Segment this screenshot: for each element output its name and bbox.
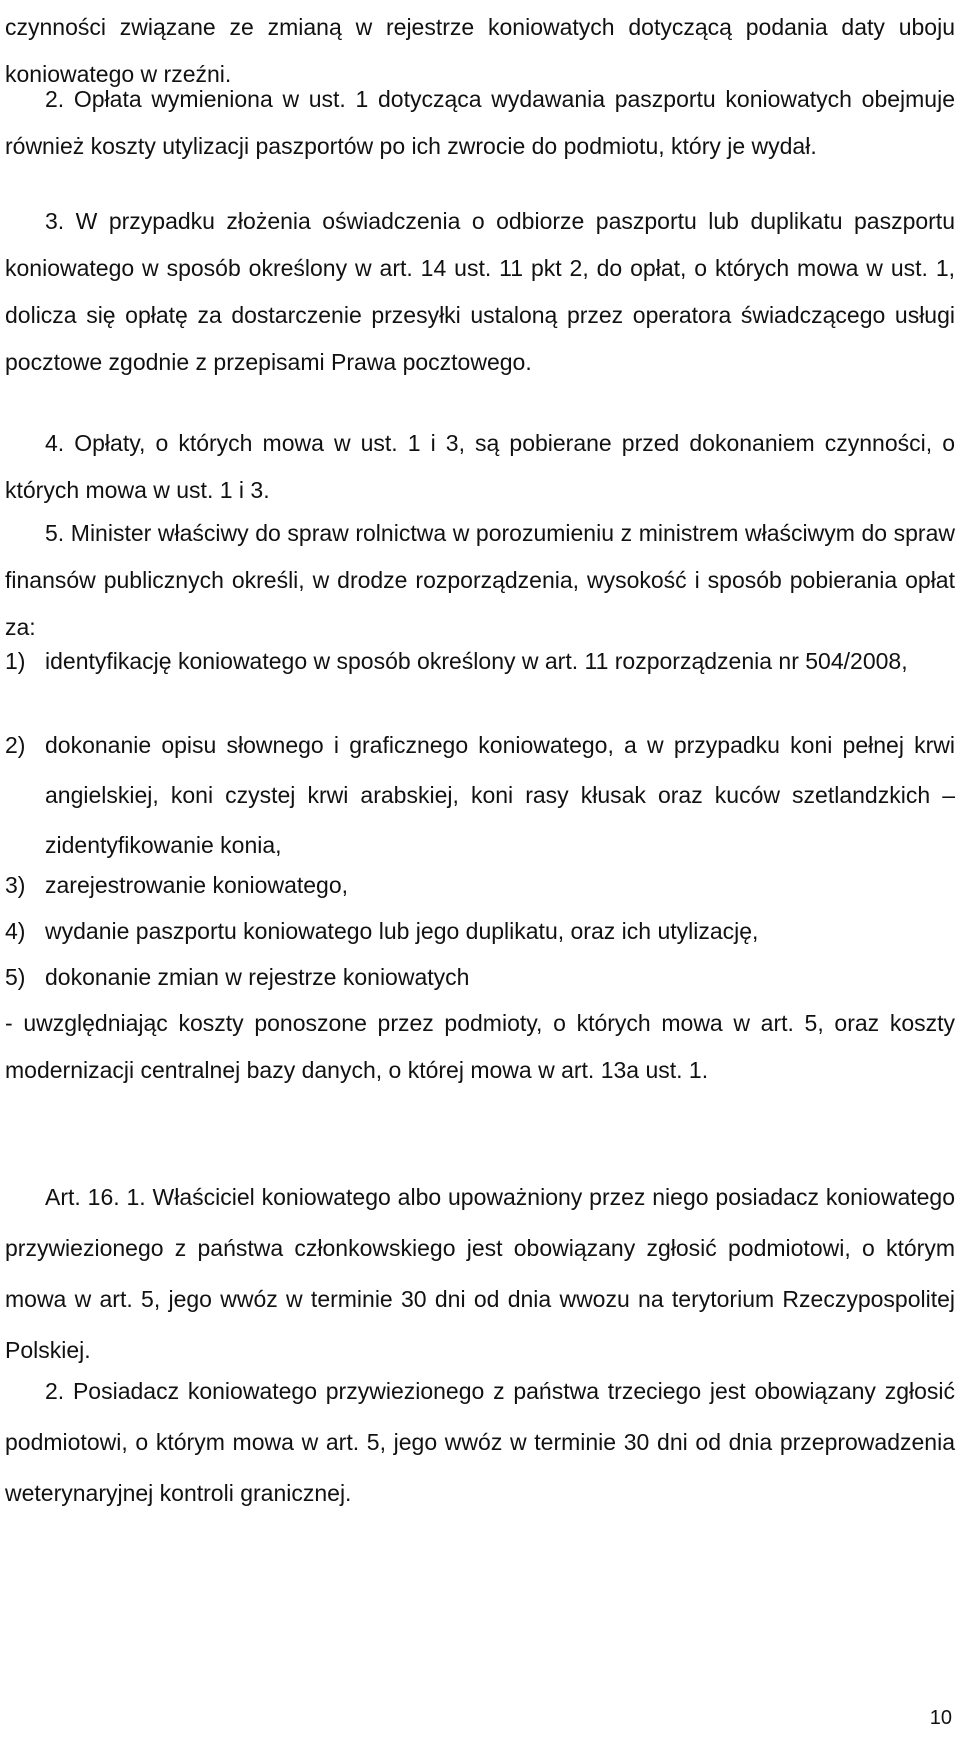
article-16-section-2: 2. Posiadacz koniowatego przywiezionego z państwa trzeciego jest obowiązany zgłosić podmiotowi, o którym mowa w art. 5, jego wwóz w terminie 30 dni od dnia przeprowadzenia weterynaryjnej kontroli granicznej. — [5, 1378, 955, 1506]
list-item-text: zarejestrowanie koniowatego, — [45, 872, 349, 898]
list-item — [5, 952, 955, 1002]
paragraph-3: 3. W przypadku złożenia oświadczenia o odbiorze paszportu lub duplikatu paszportu koniowatego w sposób określony w art. 14 ust. 11 pkt 2, do opłat, o których mowa w ust. 1, dolicza się opłatę za dostarczenie przesyłki ustaloną przez operatora świadczącego usługi pocztowe zgodnie z przepisami Prawa pocztowego. — [5, 208, 955, 375]
paragraph-4: 4. Opłaty, o których mowa w ust. 1 i 3, są pobierane przed dokonaniem czynności, o których mowa w ust. 1 i 3. — [5, 430, 955, 503]
list-item — [5, 720, 955, 870]
list-item-number: 3) — [5, 872, 26, 898]
paragraph-5: 5. Minister właściwy do spraw rolnictwa w porozumieniu z ministrem właściwym do spraw finansów publicznych określi, w drodze rozporządzenia, wysokość i sposób pobierania opłat za: — [5, 520, 955, 640]
paragraph-continuation: czynności związane ze zmianą w rejestrze koniowatych dotyczącą podania daty uboju koniowatego w rzeźni. — [5, 14, 955, 87]
article-16-section-1: Art. 16. 1. Właściciel koniowatego albo upoważniony przez niego posiadacz koniowatego przywiezionego z państwa członkowskiego jest obowiązany zgłosić podmiotowi, o którym mowa w art. 5, jego wwóz w terminie 30 dni od dnia wwozu na terytorium Rzeczypospolitej Polskiej. — [5, 1184, 955, 1363]
list-item-text: identyfikację koniowatego w sposób określony w art. 11 rozporządzenia nr 504/2008, — [45, 648, 908, 674]
list-item — [5, 636, 955, 686]
list-item-number: 4) — [5, 918, 26, 944]
list-item-text: wydanie paszportu koniowatego lub jego duplikatu, oraz ich utylizację, — [45, 918, 759, 944]
list-item — [5, 860, 955, 910]
page-number: 10 — [929, 1707, 952, 1729]
list-item — [5, 906, 955, 956]
list-item-text: dokonanie zmian w rejestrze koniowatych — [45, 964, 470, 990]
closing-paragraph: - uwzględniając koszty ponoszone przez podmioty, o których mowa w art. 5, oraz koszty modernizacji centralnej bazy danych, o której mowa w art. 13a ust. 1. — [5, 1010, 955, 1083]
list-item-number: 1) — [5, 648, 26, 674]
list-item-number: 5) — [5, 964, 26, 990]
list-item-text: dokonanie opisu słownego i graficznego koniowatego, a w przypadku koni pełnej krwi angielskiej, koni czystej krwi arabskiej, koni rasy kłusak oraz kuców szetlandzkich – zidentyfikowanie konia, — [45, 732, 955, 858]
list-item-number: 2) — [5, 732, 26, 758]
paragraph-2: 2. Opłata wymieniona w ust. 1 dotycząca wydawania paszportu koniowatych obejmuje również koszty utylizacji paszportów po ich zwrocie do podmiotu, który je wydał. — [5, 86, 955, 159]
